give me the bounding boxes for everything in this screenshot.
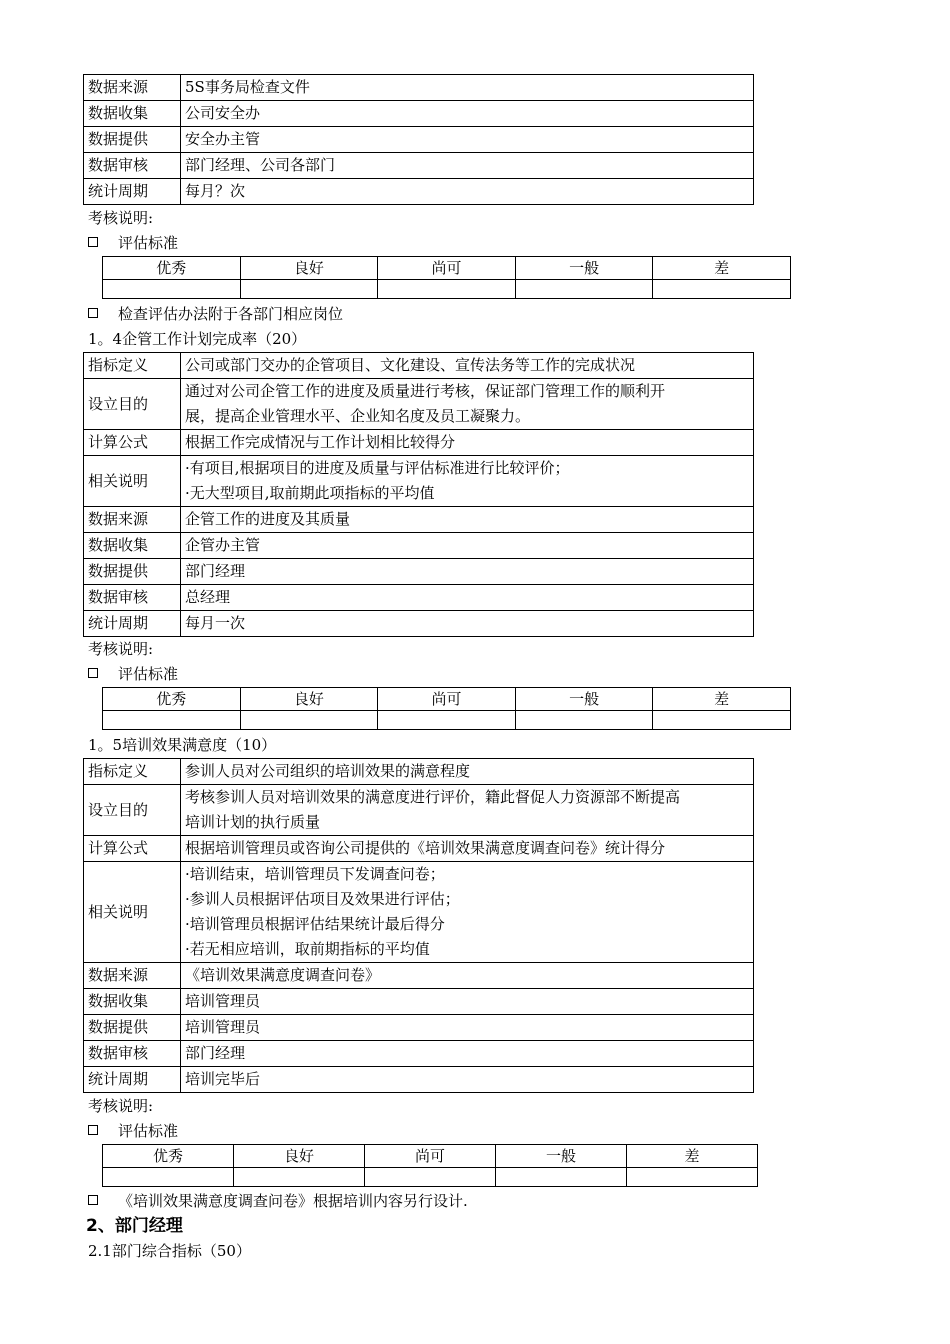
table-row [84,127,754,153]
grade-poor: 差 [653,257,791,280]
grade-cell [627,1168,758,1187]
info-table-1-5 [83,758,754,1093]
row-key: 计算公式 [84,430,181,456]
grade-good: 良好 [240,257,378,280]
table-row [84,353,754,379]
note-2 [88,1190,468,1212]
row-key: 统计周期 [84,611,181,637]
grade-fair: 尚可 [378,257,516,280]
grade-cell [378,711,516,730]
row-value: 参训人员对公司组织的培训效果的满意程度 [181,759,754,785]
eval-standard-3 [88,1120,178,1142]
grade-table-1 [102,256,791,299]
table-row [84,989,754,1015]
table-row [84,101,754,127]
table-row [84,1015,754,1041]
row-key: 数据来源 [84,507,181,533]
grade-cell [653,711,791,730]
exam-note-1: 考核说明: [88,209,154,227]
grade-fair: 尚可 [378,688,516,711]
exam-note-2: 考核说明: [88,640,154,658]
row-key: 统计周期 [84,1067,181,1093]
row-value: 公司或部门交办的企管项目、文化建设、宣传法务等工作的完成状况 [181,353,754,379]
grade-blank-row [103,711,791,730]
table-row [84,759,754,785]
row-value: 5S事务局检查文件 [181,75,754,101]
grade-average: 一般 [515,257,653,280]
row-value: 公司安全办 [181,101,754,127]
grade-excellent: 优秀 [103,257,241,280]
row-value: 部门经理 [181,1041,754,1067]
table-row [84,611,754,637]
table-row [84,153,754,179]
grade-average: 一般 [496,1145,627,1168]
grade-cell [365,1168,496,1187]
row-key: 数据审核 [84,153,181,179]
row-value: 《培训效果满意度调查问卷》 [181,963,754,989]
row-value: 培训管理员 [181,1015,754,1041]
eval-standard-label: 评估标准 [118,234,179,252]
checkbox-square-icon [88,237,98,247]
table-row [84,585,754,611]
row-key: 数据审核 [84,1041,181,1067]
table-row [84,179,754,205]
grade-excellent: 优秀 [103,688,241,711]
row-value-line: 通过对公司企管工作的进度及质量进行考核，保证部门管理工作的顺利开 [185,382,666,400]
table-row [84,559,754,585]
grade-table-2 [102,687,791,730]
row-key: 指标定义 [84,353,181,379]
table-row [84,507,754,533]
grade-cell [515,280,653,299]
grade-average: 一般 [515,688,653,711]
row-key: 设立目的 [84,379,181,430]
table-row [84,1041,754,1067]
row-key: 数据收集 [84,989,181,1015]
note-1 [88,303,343,325]
table-row [84,75,754,101]
grade-cell [240,280,378,299]
table-row [84,1067,754,1093]
eval-standard-2 [88,663,178,685]
row-value: 总经理 [181,585,754,611]
note-1-text: 检查评估办法附于各部门相应岗位 [118,305,344,323]
row-value-line: 培训计划的执行质量 [185,813,321,831]
eval-standard-label: 评估标准 [118,665,179,683]
grade-cell [240,711,378,730]
row-value-line: ·参训人员根据评估项目及效果进行评估； [185,890,460,908]
table-row [84,533,754,559]
row-value: 企管办主管 [181,533,754,559]
grade-excellent: 优秀 [103,1145,234,1168]
row-value [181,379,754,430]
checkbox-square-icon [88,308,98,318]
table-row [84,379,754,430]
grade-fair: 尚可 [365,1145,496,1168]
section-title-1-5: 1。5培训效果满意度（10） [88,736,277,754]
row-key: 数据收集 [84,533,181,559]
grade-good: 良好 [240,688,378,711]
row-key: 计算公式 [84,836,181,862]
grade-poor: 差 [653,688,791,711]
grade-cell [496,1168,627,1187]
info-table-1-4 [83,352,754,637]
row-key: 数据提供 [84,559,181,585]
row-value-line: 考核参训人员对培训效果的满意度进行评价，籍此督促人力资源部不断提高 [185,788,681,806]
grade-cell [234,1168,365,1187]
subsection-2-1: 2.1部门综合指标（50） [88,1242,251,1260]
table-row [84,456,754,507]
row-value: 培训管理员 [181,989,754,1015]
row-value: 企管工作的进度及其质量 [181,507,754,533]
note-2-text: 《培训效果满意度调查问卷》根据培训内容另行设计. [118,1192,468,1210]
row-value-line: ·若无相应培训，取前期指标的平均值 [185,940,430,958]
row-key: 相关说明 [84,456,181,507]
table-row [84,963,754,989]
row-value [181,785,754,836]
grade-blank-row [103,1168,758,1187]
row-value-line: ·无大型项目,取前期此项指标的平均值 [185,484,435,502]
row-key: 数据来源 [84,75,181,101]
table-row [84,862,754,963]
table-row [84,430,754,456]
grade-cell [103,711,241,730]
grade-cell [515,711,653,730]
row-value: 部门经理、公司各部门 [181,153,754,179]
row-value: 根据工作完成情况与工作计划相比较得分 [181,430,754,456]
heading-department-manager: 2、部门经理 [86,1216,183,1236]
eval-standard-1 [88,232,178,254]
row-value [181,456,754,507]
row-key: 设立目的 [84,785,181,836]
row-value: 安全办主管 [181,127,754,153]
info-table-top [83,74,754,205]
eval-standard-label: 评估标准 [118,1122,179,1140]
row-value: 根据培训管理员或咨询公司提供的《培训效果满意度调查问卷》统计得分 [181,836,754,862]
row-key: 统计周期 [84,179,181,205]
row-value: 每月？次 [181,179,754,205]
row-value: 部门经理 [181,559,754,585]
grade-cell [653,280,791,299]
grade-cell [103,1168,234,1187]
grade-header-row [103,257,791,280]
grade-good: 良好 [234,1145,365,1168]
grade-cell [378,280,516,299]
grade-blank-row [103,280,791,299]
row-key: 数据提供 [84,127,181,153]
row-value-line: 展，提高企业管理水平、企业知名度及员工凝聚力。 [185,407,531,425]
grade-header-row [103,1145,758,1168]
row-key: 数据审核 [84,585,181,611]
row-value: 培训完毕后 [181,1067,754,1093]
row-key: 数据收集 [84,101,181,127]
checkbox-square-icon [88,1195,98,1205]
row-value-line: ·培训管理员根据评估结果统计最后得分 [185,915,445,933]
grade-cell [103,280,241,299]
grade-table-3 [102,1144,758,1187]
row-value [181,862,754,963]
checkbox-square-icon [88,668,98,678]
row-key: 数据来源 [84,963,181,989]
grade-poor: 差 [627,1145,758,1168]
row-value-line: ·有项目,根据项目的进度及质量与评估标准进行比较评价； [185,459,570,477]
table-row [84,785,754,836]
row-key: 相关说明 [84,862,181,963]
grade-header-row [103,688,791,711]
row-key: 指标定义 [84,759,181,785]
row-key: 数据提供 [84,1015,181,1041]
row-value: 每月一次 [181,611,754,637]
row-value-line: ·培训结束，培训管理员下发调查问卷； [185,865,445,883]
exam-note-3: 考核说明: [88,1097,154,1115]
section-title-1-4: 1。4企管工作计划完成率（20） [88,330,307,348]
table-row [84,836,754,862]
checkbox-square-icon [88,1125,98,1135]
